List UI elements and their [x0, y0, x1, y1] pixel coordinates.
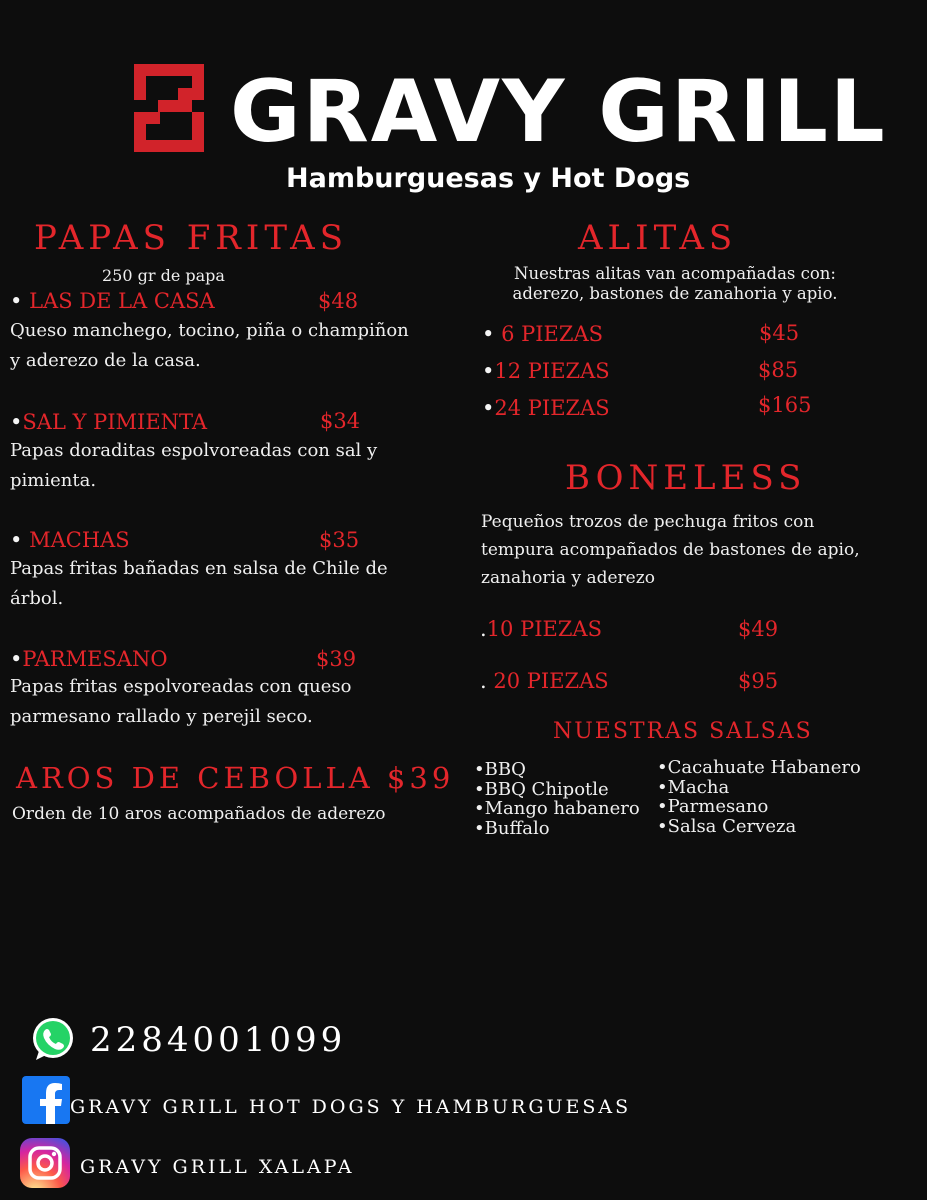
salsa-item: •Parmesano — [657, 796, 769, 817]
phone-number[interactable]: 2284001099 — [90, 1020, 347, 1060]
boneless-title: BONELESS — [565, 458, 807, 498]
alitas-item-6: • 6 PIEZAS — [482, 322, 604, 346]
brand-name: GRAVY GRILL — [230, 62, 887, 162]
menu-item-parmesano: •PARMESANO — [10, 647, 168, 671]
aros-de-cebolla-title: AROS DE CEBOLLA $39 — [16, 761, 455, 795]
salsa-item: •Mango habanero — [474, 798, 640, 819]
alitas-price-12: $85 — [758, 358, 799, 382]
instagram-handle[interactable]: GRAVY GRILL XALAPA — [80, 1156, 355, 1178]
desc-parmesano: Papas fritas espolvoreadas con queso parmesano rallado y perejil seco. — [10, 676, 352, 727]
desc-las-de-la-casa: Queso manchego, tocino, piña o champiñon y aderezo de la casa. — [10, 320, 409, 371]
salsas-list-right — [657, 758, 861, 836]
salsa-item: •Macha — [657, 776, 730, 798]
boneless-desc: Pequeños trozos de pechuga fritos con tempura acompañados de bastones de apio, zanahoria y aderezo — [481, 512, 860, 588]
boneless-item-20: . 20 PIEZAS — [480, 669, 609, 693]
whatsapp-icon — [30, 1016, 76, 1062]
salsas-title: NUESTRAS SALSAS — [553, 719, 813, 744]
boneless-price-10: $49 — [738, 617, 779, 641]
alitas-title: ALITAS — [578, 218, 738, 258]
papas-weight-note: 250 gr de papa — [102, 266, 225, 285]
gravy-grill-logo-icon — [128, 58, 210, 158]
menu-item-sal-y-pimienta: •SAL Y PIMIENTA — [10, 410, 208, 434]
price-machas: $35 — [319, 528, 360, 552]
alitas-item-12: •12 PIEZAS — [482, 359, 610, 383]
salsa-item: •Cacahuate Habanero — [657, 757, 861, 778]
price-sal-y-pimienta: $34 — [320, 409, 361, 433]
facebook-page-name[interactable]: GRAVY GRILL HOT DOGS Y HAMBURGUESAS — [70, 1096, 632, 1118]
salsa-item: •BBQ — [474, 759, 526, 780]
salsa-item: •Buffalo — [474, 817, 550, 839]
price-las-de-la-casa: $48 — [318, 289, 359, 313]
brand-tagline: Hamburguesas y Hot Dogs — [286, 163, 691, 194]
salsa-item: •BBQ Chipotle — [474, 778, 609, 800]
salsas-list-left — [474, 760, 640, 838]
alitas-note: Nuestras alitas van acompañadas con: aderezo, bastones de zanahoria y apio. — [512, 264, 838, 303]
facebook-icon — [22, 1076, 70, 1124]
boneless-price-20: $95 — [738, 669, 779, 693]
desc-machas: Papas fritas bañadas en salsa de Chile de árbol. — [10, 558, 388, 609]
desc-sal-y-pimienta: Papas doraditas espolvoreadas con sal y pimienta. — [10, 440, 378, 491]
alitas-price-24: $165 — [758, 393, 812, 417]
menu-item-las-de-la-casa: • LAS DE LA CASA — [10, 289, 215, 313]
papas-fritas-title: PAPAS FRITAS — [34, 218, 349, 258]
alitas-item-24: •24 PIEZAS — [482, 396, 610, 420]
instagram-icon — [20, 1138, 70, 1188]
price-parmesano: $39 — [316, 647, 357, 671]
boneless-item-10: .10 PIEZAS — [480, 617, 602, 641]
aros-desc: Orden de 10 aros acompañados de aderezo — [12, 804, 386, 824]
salsa-item: •Salsa Cerveza — [657, 815, 797, 837]
alitas-price-6: $45 — [759, 321, 800, 345]
menu-item-machas: • MACHAS — [10, 528, 130, 552]
